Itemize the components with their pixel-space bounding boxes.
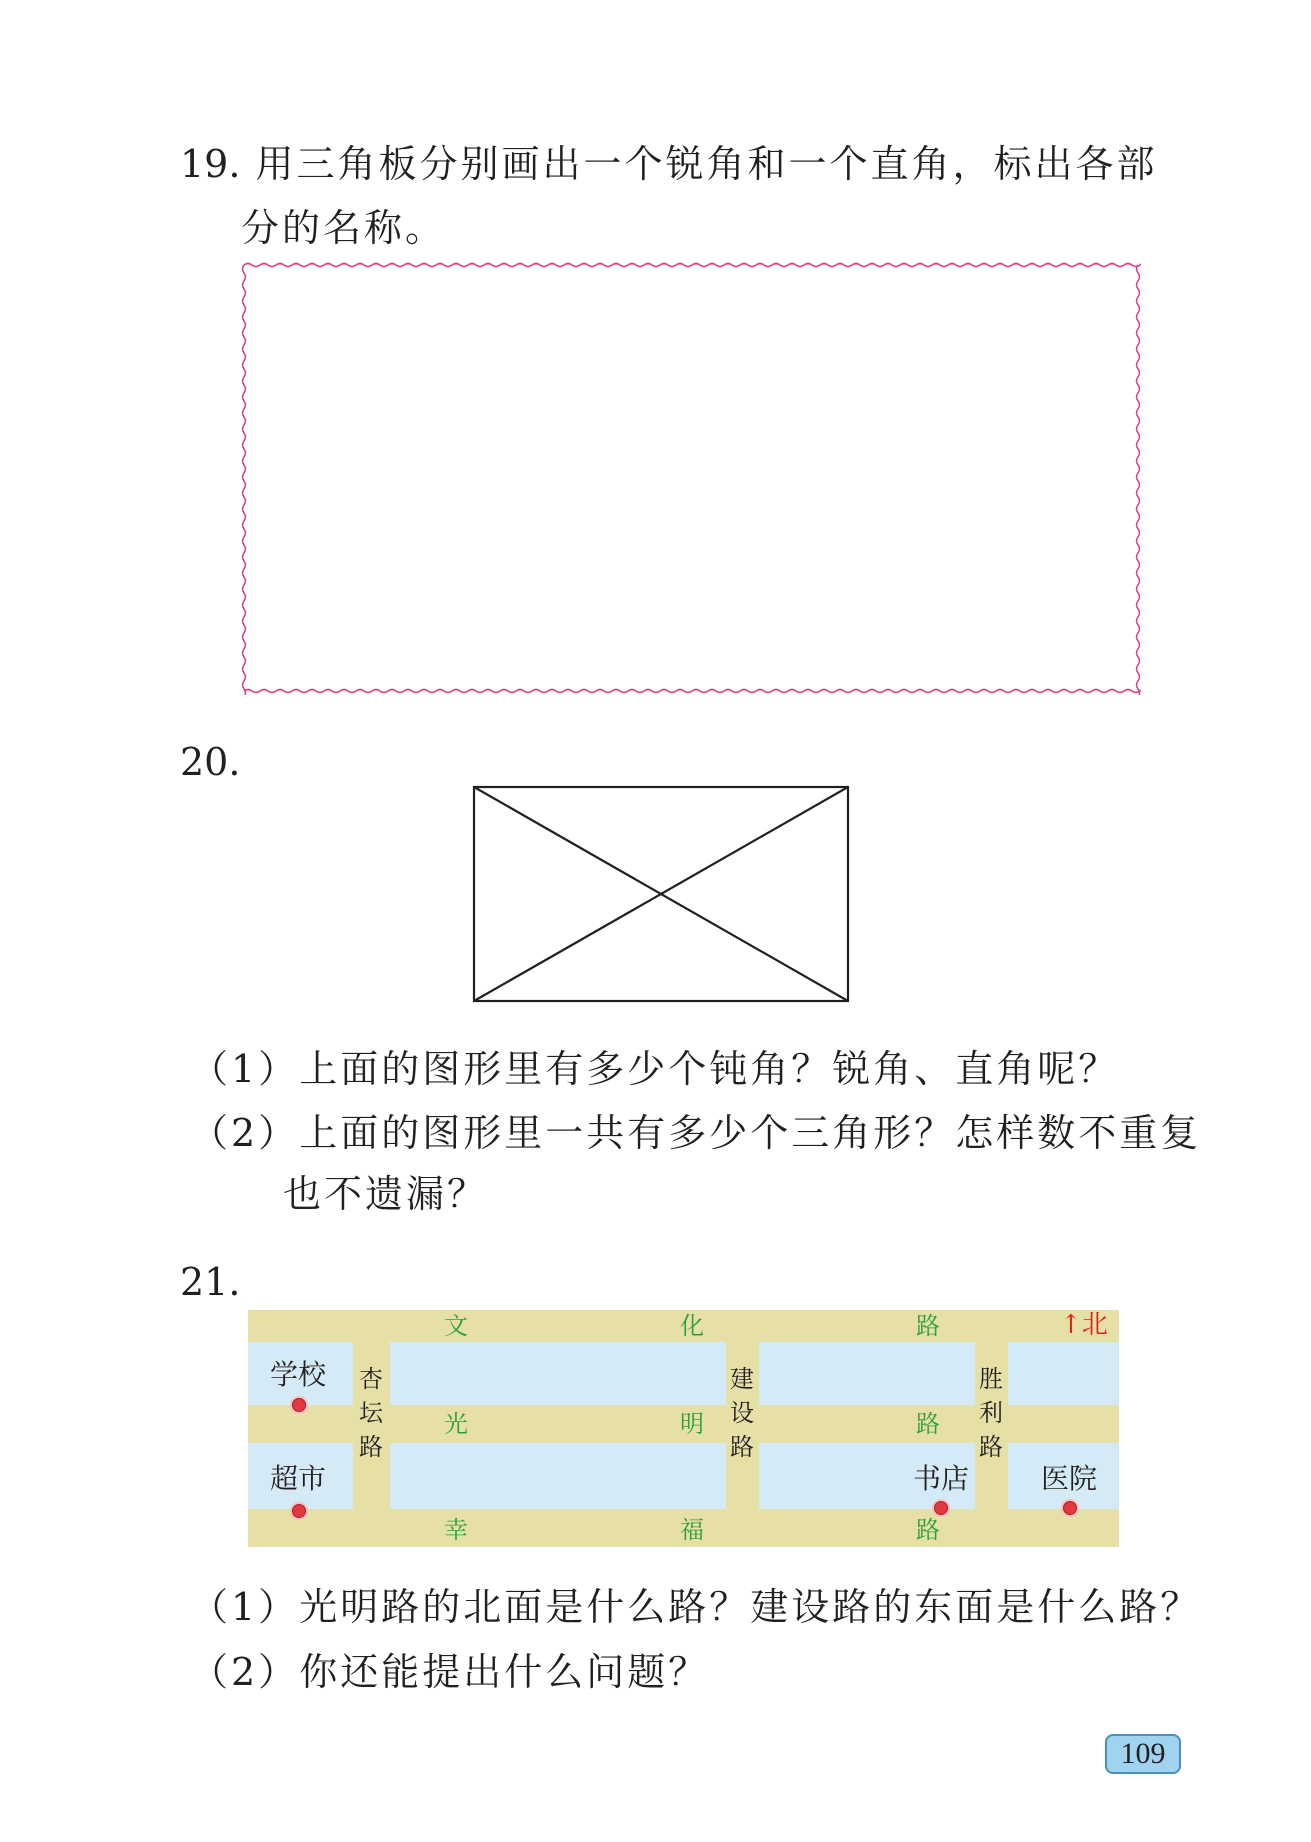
q21-street-map bbox=[248, 1310, 1119, 1547]
q20-sub2-continuation: 也不遗漏？ bbox=[283, 1172, 489, 1216]
q20-sub2-text: 上面的图形里一共有多少个三角形？怎样数不重复 bbox=[299, 1111, 1202, 1155]
bookstore-marker bbox=[934, 1501, 948, 1515]
q20-sub2-label: （2） bbox=[190, 1111, 300, 1155]
q19-text-1: 用三角板分别画出一个锐角和一个直角，标出各部 bbox=[255, 142, 1158, 186]
shengli-road-label: 胜利路 bbox=[979, 1365, 1003, 1461]
q21-sub2-label: （2） bbox=[190, 1650, 300, 1694]
supermarket-label: 超市 bbox=[270, 1462, 327, 1495]
guangming-road-char-2: 明 bbox=[680, 1410, 704, 1438]
north-arrow: ↑北 bbox=[1060, 1310, 1108, 1340]
q19-answer-box bbox=[241, 261, 1141, 695]
xingfu-road-char-1: 幸 bbox=[444, 1516, 468, 1544]
q21-sub1-label: （1） bbox=[190, 1585, 300, 1629]
wenhua-road-char-3: 路 bbox=[916, 1312, 940, 1340]
q21-sub2 bbox=[190, 1648, 709, 1696]
q20-number: 20. bbox=[180, 740, 241, 784]
q19-line2: 分的名称。 bbox=[241, 206, 447, 250]
school-marker bbox=[292, 1398, 306, 1412]
q21-sub2-text: 你还能提出什么问题？ bbox=[299, 1650, 710, 1694]
q19-line1 bbox=[180, 140, 1158, 188]
q21-sub1 bbox=[190, 1583, 1201, 1631]
hospital-marker bbox=[1063, 1501, 1077, 1515]
school-label: 学校 bbox=[270, 1358, 327, 1391]
wavy-border bbox=[244, 264, 1141, 267]
q20-sub2 bbox=[190, 1109, 1201, 1157]
page-number: 109 bbox=[1105, 1734, 1181, 1774]
q20-rectangle-diagonals-figure bbox=[472, 785, 852, 1005]
q19-number: 19. bbox=[180, 142, 241, 186]
block-center-north bbox=[390, 1342, 726, 1405]
q20-sub1-text: 上面的图形里有多少个钝角？锐角、直角呢？ bbox=[299, 1047, 1120, 1091]
q20-sub1 bbox=[190, 1045, 1119, 1093]
wenhua-road-char-2: 化 bbox=[680, 1312, 704, 1340]
hospital-label: 医院 bbox=[1041, 1462, 1098, 1495]
supermarket-marker bbox=[292, 1504, 306, 1518]
q20-sub1-label: （1） bbox=[190, 1047, 300, 1091]
wenhua-road-char-1: 文 bbox=[444, 1312, 468, 1340]
block-center-south bbox=[390, 1443, 726, 1509]
block-far-east-north bbox=[1008, 1342, 1119, 1405]
block-east-north bbox=[759, 1342, 975, 1405]
q21-number: 21. bbox=[180, 1260, 241, 1304]
guangming-road-char-1: 光 bbox=[444, 1410, 468, 1438]
xingfu-road-char-2: 福 bbox=[680, 1516, 704, 1544]
q21-sub1-text: 光明路的北面是什么路？建设路的东面是什么路？ bbox=[299, 1585, 1202, 1629]
guangming-road-char-3: 路 bbox=[916, 1410, 940, 1438]
jianshe-road-label: 建设路 bbox=[730, 1365, 754, 1461]
wavy-border-left bbox=[243, 265, 246, 695]
xingfu-road-char-3: 路 bbox=[916, 1516, 940, 1544]
xingtan-road-label: 杏坛路 bbox=[359, 1365, 383, 1461]
wavy-border-right bbox=[1137, 265, 1140, 695]
bookstore-label: 书店 bbox=[913, 1462, 970, 1495]
wavy-border-bottom bbox=[244, 690, 1141, 693]
